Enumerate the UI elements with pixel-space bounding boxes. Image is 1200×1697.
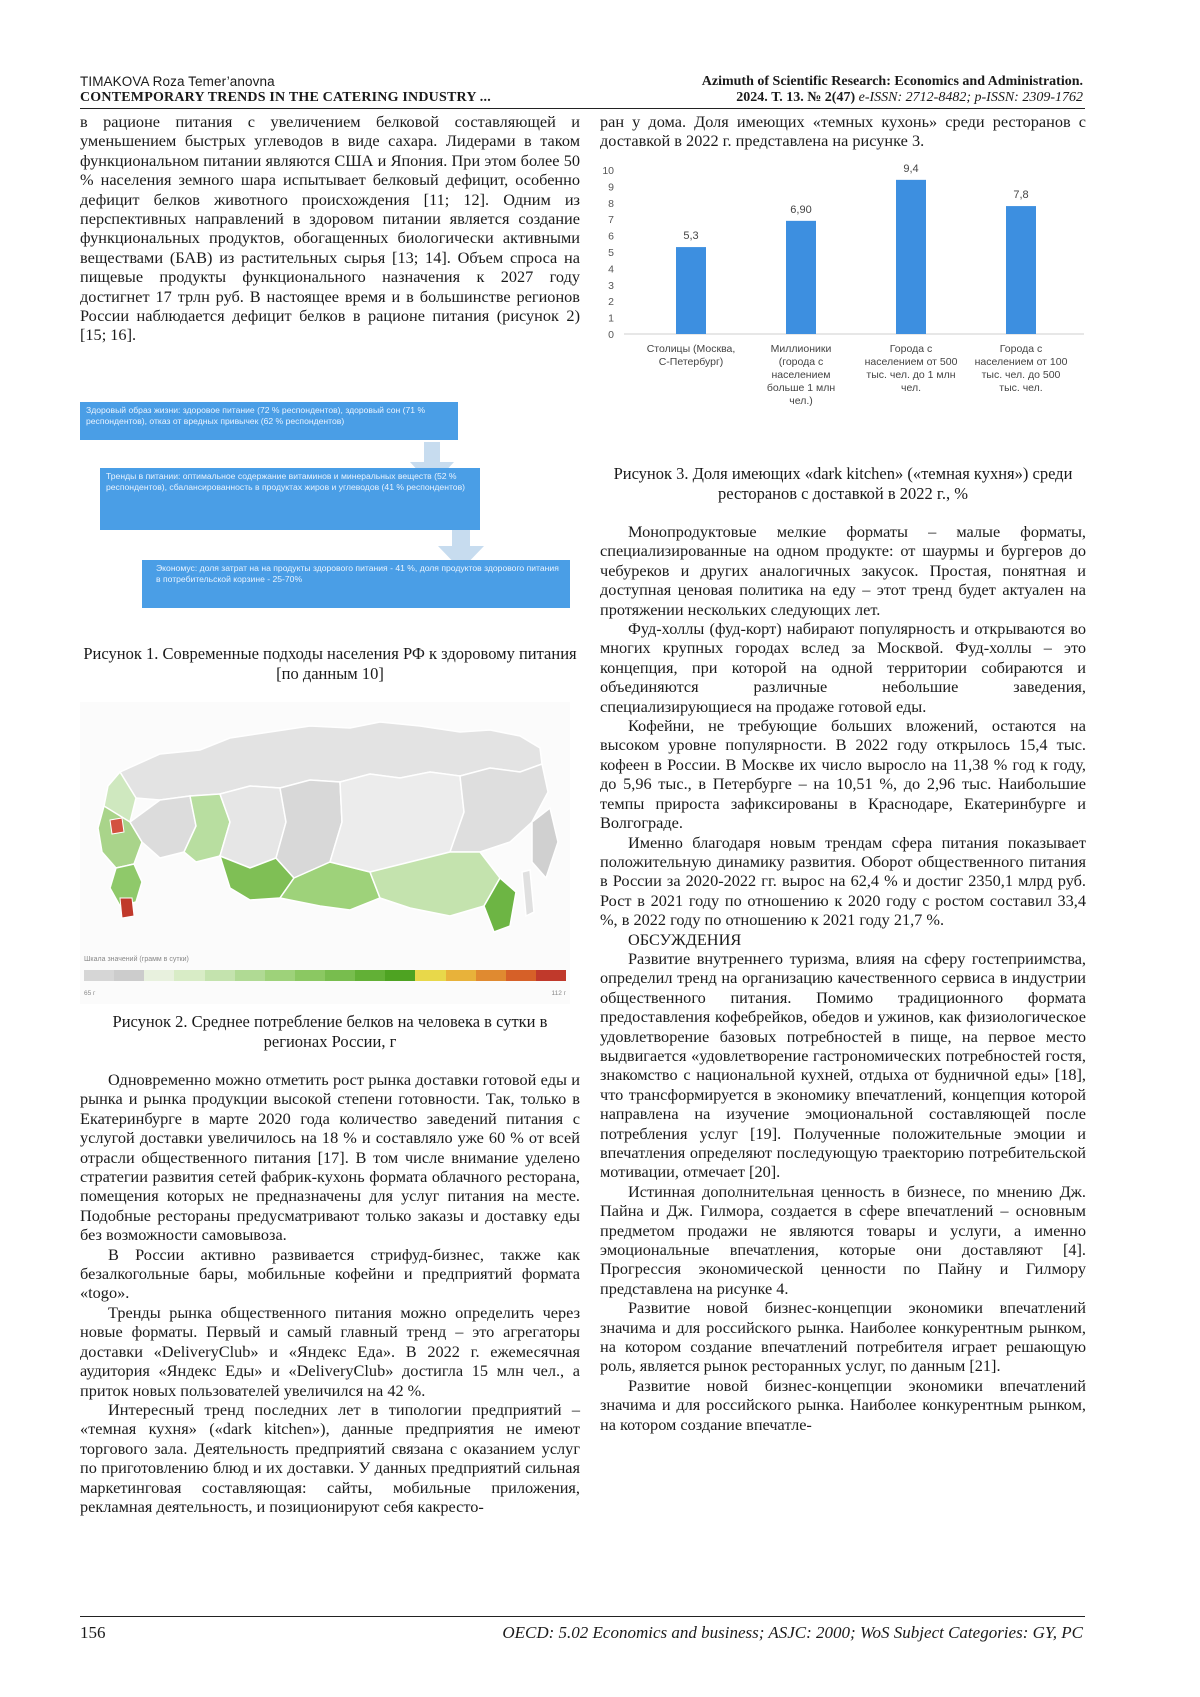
bar: [896, 180, 926, 334]
x-tick-label: (города с: [778, 356, 824, 368]
bar-value-label: 9,4: [903, 162, 919, 175]
running-header-right: [563, 74, 1083, 106]
legend-step: [265, 970, 295, 981]
x-tick-label: тыс. чел. до 500: [981, 369, 1061, 381]
body-paragraph: Именно благодаря новым трендам сфера питания показывает положительную динамику развития. Оборот общественного питания в России за 2020-2022 гг. вырос на 62,4 % и достиг 2350,1 млрд руб. Рост в 2021 году по отношению к 2020 году с ростом составил 33,4 %, в 2022 году по отношению к 2021 году 21,7 %.: [600, 832, 1086, 930]
right-column-main: [600, 522, 1086, 1434]
x-tick-label: тыс. чел. до 1 млн: [866, 369, 956, 381]
y-tick-label: 3: [608, 279, 614, 292]
legend-step: [205, 970, 235, 981]
body-paragraph: Тренды рынка общественного питания можно определить через новые форматы. Первый и самый главный тренд – это агрегаторы доставки «DeliveryClub» и «Яндекс Еда». В 2022 г. ежемесячная аудитория «Яндекс Еды» и «DeliveryClub» достигла 15 млн чел., а приток новых пользователей увеличился на 42 %.: [80, 1302, 580, 1400]
footer-rule: [80, 1616, 1085, 1617]
bar-chart-svg: [600, 160, 1090, 452]
x-tick-label: больше 1 млн: [766, 382, 836, 394]
header-journal: Azimuth of Scientific Research: Economics and Administration.: [701, 74, 1083, 89]
x-tick-label: Города с: [999, 343, 1043, 355]
left-column-bottom: [80, 1070, 580, 1516]
left-column-top: [80, 112, 580, 345]
x-tick-label: чел.): [789, 395, 813, 407]
map-region-central: [98, 806, 142, 868]
page-number: 156: [80, 1623, 106, 1642]
x-tick-label: населением: [771, 369, 831, 381]
x-tick-label: Столицы (Москва,: [646, 343, 736, 355]
body-paragraph: Развитие новой бизнес-концепции экономики впечатлений значима и для российского рынка. Наиболее конкурентным рынком, на котором создание впечатлений потребителя играет решающую роль, является рынок ресторанных услуг, по данным [21].: [600, 1298, 1086, 1376]
legend-step: [506, 970, 536, 981]
russia-map: [80, 702, 570, 952]
right-column-intro: [600, 112, 1086, 151]
figure-3-chart: [600, 160, 1090, 452]
y-tick-label: 8: [608, 197, 614, 210]
map-legend-title: Шкала значений (грамм в сутки): [84, 956, 189, 963]
map-legend-max: 112 г: [551, 990, 566, 997]
legend-step: [476, 970, 506, 981]
header-author: TIMAKOVA Roza Temer’anovna: [80, 74, 275, 89]
body-paragraph: ран у дома. Доля имеющих «темных кухонь» среди ресторанов с доставкой в 2022 г. представлена на рисунке 3.: [600, 112, 1086, 151]
legend-step: [84, 970, 114, 981]
y-tick-label: 6: [608, 230, 614, 243]
body-paragraph: Развитие внутреннего туризма, влияя на сферу гостеприимства, определил тренд на организацию качественного сервиса в индустрии общественного питания. Помимо традиционного формата предоставления кофебрейков, обедов и ужинов, как физиологическое удовлетворение базовых потребностей в пище, на первое место выдвигается «удовлетворение гастрономических потребностей гостя, знакомство с национальной кухней, отдыха от будничной еды» [18], что трансформируется в экономику впечатлений, концепция которой направлена на изучение эмоциональной составляющей после потребления услуг [19]. Полученные положительные эмоции и впечатления определяют последующую траекторию потребительской мотивации, отмечает [20].: [600, 948, 1086, 1182]
map-region-kamchatka: [532, 808, 558, 878]
figure-3-caption: Рисунок 3. Доля имеющих «dark kitchen» («темная кухня») среди ресторанов с доставкой в 2022 г., %: [613, 464, 1073, 503]
map-legend-min: 65 г: [84, 990, 96, 997]
flow-box-economy: Экономус: доля затрат на на продукты здорового питания - 41 %, доля продуктов здорового питания в потребительской корзине - 25-70%: [142, 560, 570, 608]
flow-box-healthy-lifestyle: Здоровый образ жизни: здоровое питание (72 % респондентов), здоровый сон (71 % респондентов), отказ от вредных привычек (62 % респондентов): [80, 402, 458, 440]
legend-step: [174, 970, 204, 981]
y-tick-label: 10: [602, 165, 614, 177]
header-rule: [80, 108, 1085, 109]
legend-step: [355, 970, 385, 981]
figure-1-caption: Рисунок 1. Современные подходы населения РФ к здоровому питания [по данным 10]: [83, 644, 577, 683]
bar-value-label: 6,90: [790, 203, 812, 216]
body-paragraph: Интересный тренд последних лет в типологии предприятий – «темная кухня» («dark kitchen»), данные предприятия не имеют торгового зала. Деятельность предприятий связана с оказанием услуг по приготовлению блюд и их доставки. У данных предприятий сильная маркетинговая составляющая: сайты, мобильные приложения, рекламная деятельность, и позиционируют себя какресто-: [80, 1399, 580, 1516]
legend-step: [415, 970, 445, 981]
y-tick-label: 2: [608, 296, 614, 309]
section-heading: ОБСУЖДЕНИЯ: [628, 929, 742, 949]
body-paragraph: В России активно развивается стрифуд-бизнес, также как безалкогольные бары, мобильные кофейни и предприятий формата «togo».: [80, 1244, 580, 1303]
footer-classification: OECD: 5.02 Economics and business; ASJC: 2000; WoS Subject Categories: GY, PC: [502, 1623, 1083, 1642]
body-paragraph: Фуд-холлы (фуд-корт) набирают популярность и открываются во многих крупных городах вслед за Москвой. Фуд-холлы – это концепция, при которой на одной территории собираются и объединяются различные небольшие заведения, специализирующиеся на продаже готовой еды.: [600, 619, 1086, 716]
body-paragraph: Кофейни, не требующие больших вложений, остаются на высоком уровне популярности. В 2022 году открылось 15,4 тыс. кофеен в России. В Москве их число выросло на 11,38 % год к году, до 5,96 тыс., в Петербурге – на 10,51 %, до 2,96 тыс. Наибольшие темпы прироста зафиксированы в Краснодаре, Екатеринбурге и Волгограде.: [600, 716, 1086, 833]
x-tick-label: тыс. чел.: [999, 382, 1043, 394]
x-tick-label: чел.: [900, 382, 922, 394]
y-tick-label: 5: [608, 247, 614, 259]
map-region-sakhalin: [522, 870, 534, 916]
legend-step: [235, 970, 265, 981]
body-paragraph: Развитие новой бизнес-концепции экономики впечатлений значима и для российского рынка. Наиболее конкурентным рынком, на котором создание впечатле-: [600, 1375, 1086, 1434]
header-issn: e-ISSN: 2712-8482; p-ISSN: 2309-1762: [855, 90, 1083, 105]
header-article-title: CONTEMPORARY TRENDS IN THE CATERING INDUSTRY ...: [80, 90, 491, 105]
bar-value-label: 7,8: [1013, 189, 1029, 202]
legend-step: [536, 970, 566, 981]
running-header-left: [80, 74, 620, 106]
map-region-caucasus: [120, 898, 134, 918]
legend-step: [295, 970, 325, 981]
body-paragraph: Одновременно можно отметить рост рынка доставки готовой еды и рынка и рынка продукции высокой степени готовности. Так, только в Екатеринбурге в марте 2020 года количество заведений питания с услугой доставки увеличилось на 18 % и составляло уже 60 % от всей отрасли общественного питания [17]. В том числе внимание уделено стратегии развития сетей фабрик-кухонь формата облачного ресторана, помещения которых не предназначены для услуг питания на месте. Подобные рестораны предусматривают только заказы и доставку еды без возможности самовывоза.: [80, 1070, 580, 1245]
legend-step: [325, 970, 355, 981]
y-tick-label: 9: [608, 181, 614, 194]
flow-box-nutrition-trends: Тренды в питании: оптимальное содержание витаминов и минеральных веществ (52 % респондентов), сбалансированность в продуктах жиров и углеводов (41 % респондентов): [100, 468, 480, 530]
legend-step: [144, 970, 174, 981]
bar: [1006, 206, 1036, 334]
header-issue-line: [563, 90, 1083, 106]
bar-value-label: 5,3: [683, 230, 699, 243]
legend-step: [114, 970, 144, 981]
y-tick-label: 0: [608, 329, 614, 341]
x-tick-label: Миллионики: [770, 343, 832, 355]
y-tick-label: 4: [608, 263, 614, 276]
map-region-moscow: [110, 818, 124, 834]
bar: [786, 221, 816, 334]
bar: [676, 247, 706, 334]
legend-step: [385, 970, 415, 981]
body-paragraph: Истинная дополнительная ценность в бизнесе, по мнению Дж. Пайна и Дж. Гилмора, создается в сфере впечатлений – основным предметом продажи не являются товары и услуги, а именно эмоциональные впечатления, которые они доставляют [4]. Прогрессия экономической ценности по Пайну и Гилмору представлена на рисунке 4.: [600, 1181, 1086, 1298]
figure-2-caption: Рисунок 2. Среднее потребление белков на человека в сутки в регионах России, г: [112, 1012, 548, 1051]
y-tick-label: 1: [608, 312, 614, 325]
x-tick-label: С-Петербург): [658, 356, 724, 368]
map-legend-scale: [84, 970, 566, 981]
legend-step: [446, 970, 476, 981]
y-tick-label: 7: [608, 214, 614, 227]
x-tick-label: населением от 500: [864, 356, 958, 368]
x-tick-label: Города с: [889, 343, 933, 355]
body-paragraph: Монопродуктовые мелкие форматы – малые форматы, специализированные на одном продукте: от шаурмы и бургеров до чебуреков и других аналогичных закусок. Простая, понятная и доступная ценовая политика на еду – этот тренд будет актуален на протяжении нескольких следующих лет.: [600, 522, 1086, 619]
figure-2-protein-map: [80, 702, 570, 1004]
body-paragraph: в рационе питания с увеличением белковой составляющей и уменьшением быстрых углеводов в виде сахара. Лидерами в таком функциональном питании являются США и Япония. При этом более 50 % населения земного шара испытывает белковый дефицит, особенно дефицит белков животного происхождения [11; 12]. Одним из перспективных направлений в здоровом питании является создание функциональных продуктов, обогащенных биологически активными веществами (БАВ) из растительных сырья [13; 14]. Объем спроса на пищевые продукты функционального назначения к 2027 году достигнет 17 трлн руб. В настоящее время и в большинстве регионов России наблюдается дефицит белков в рационе питания (рисунок 2) [15; 16].: [80, 112, 580, 345]
header-issue: 2024. Т. 13. № 2(47): [736, 90, 856, 105]
figure-1-flowchart: [80, 402, 570, 634]
x-tick-label: населением от 100: [974, 356, 1068, 368]
